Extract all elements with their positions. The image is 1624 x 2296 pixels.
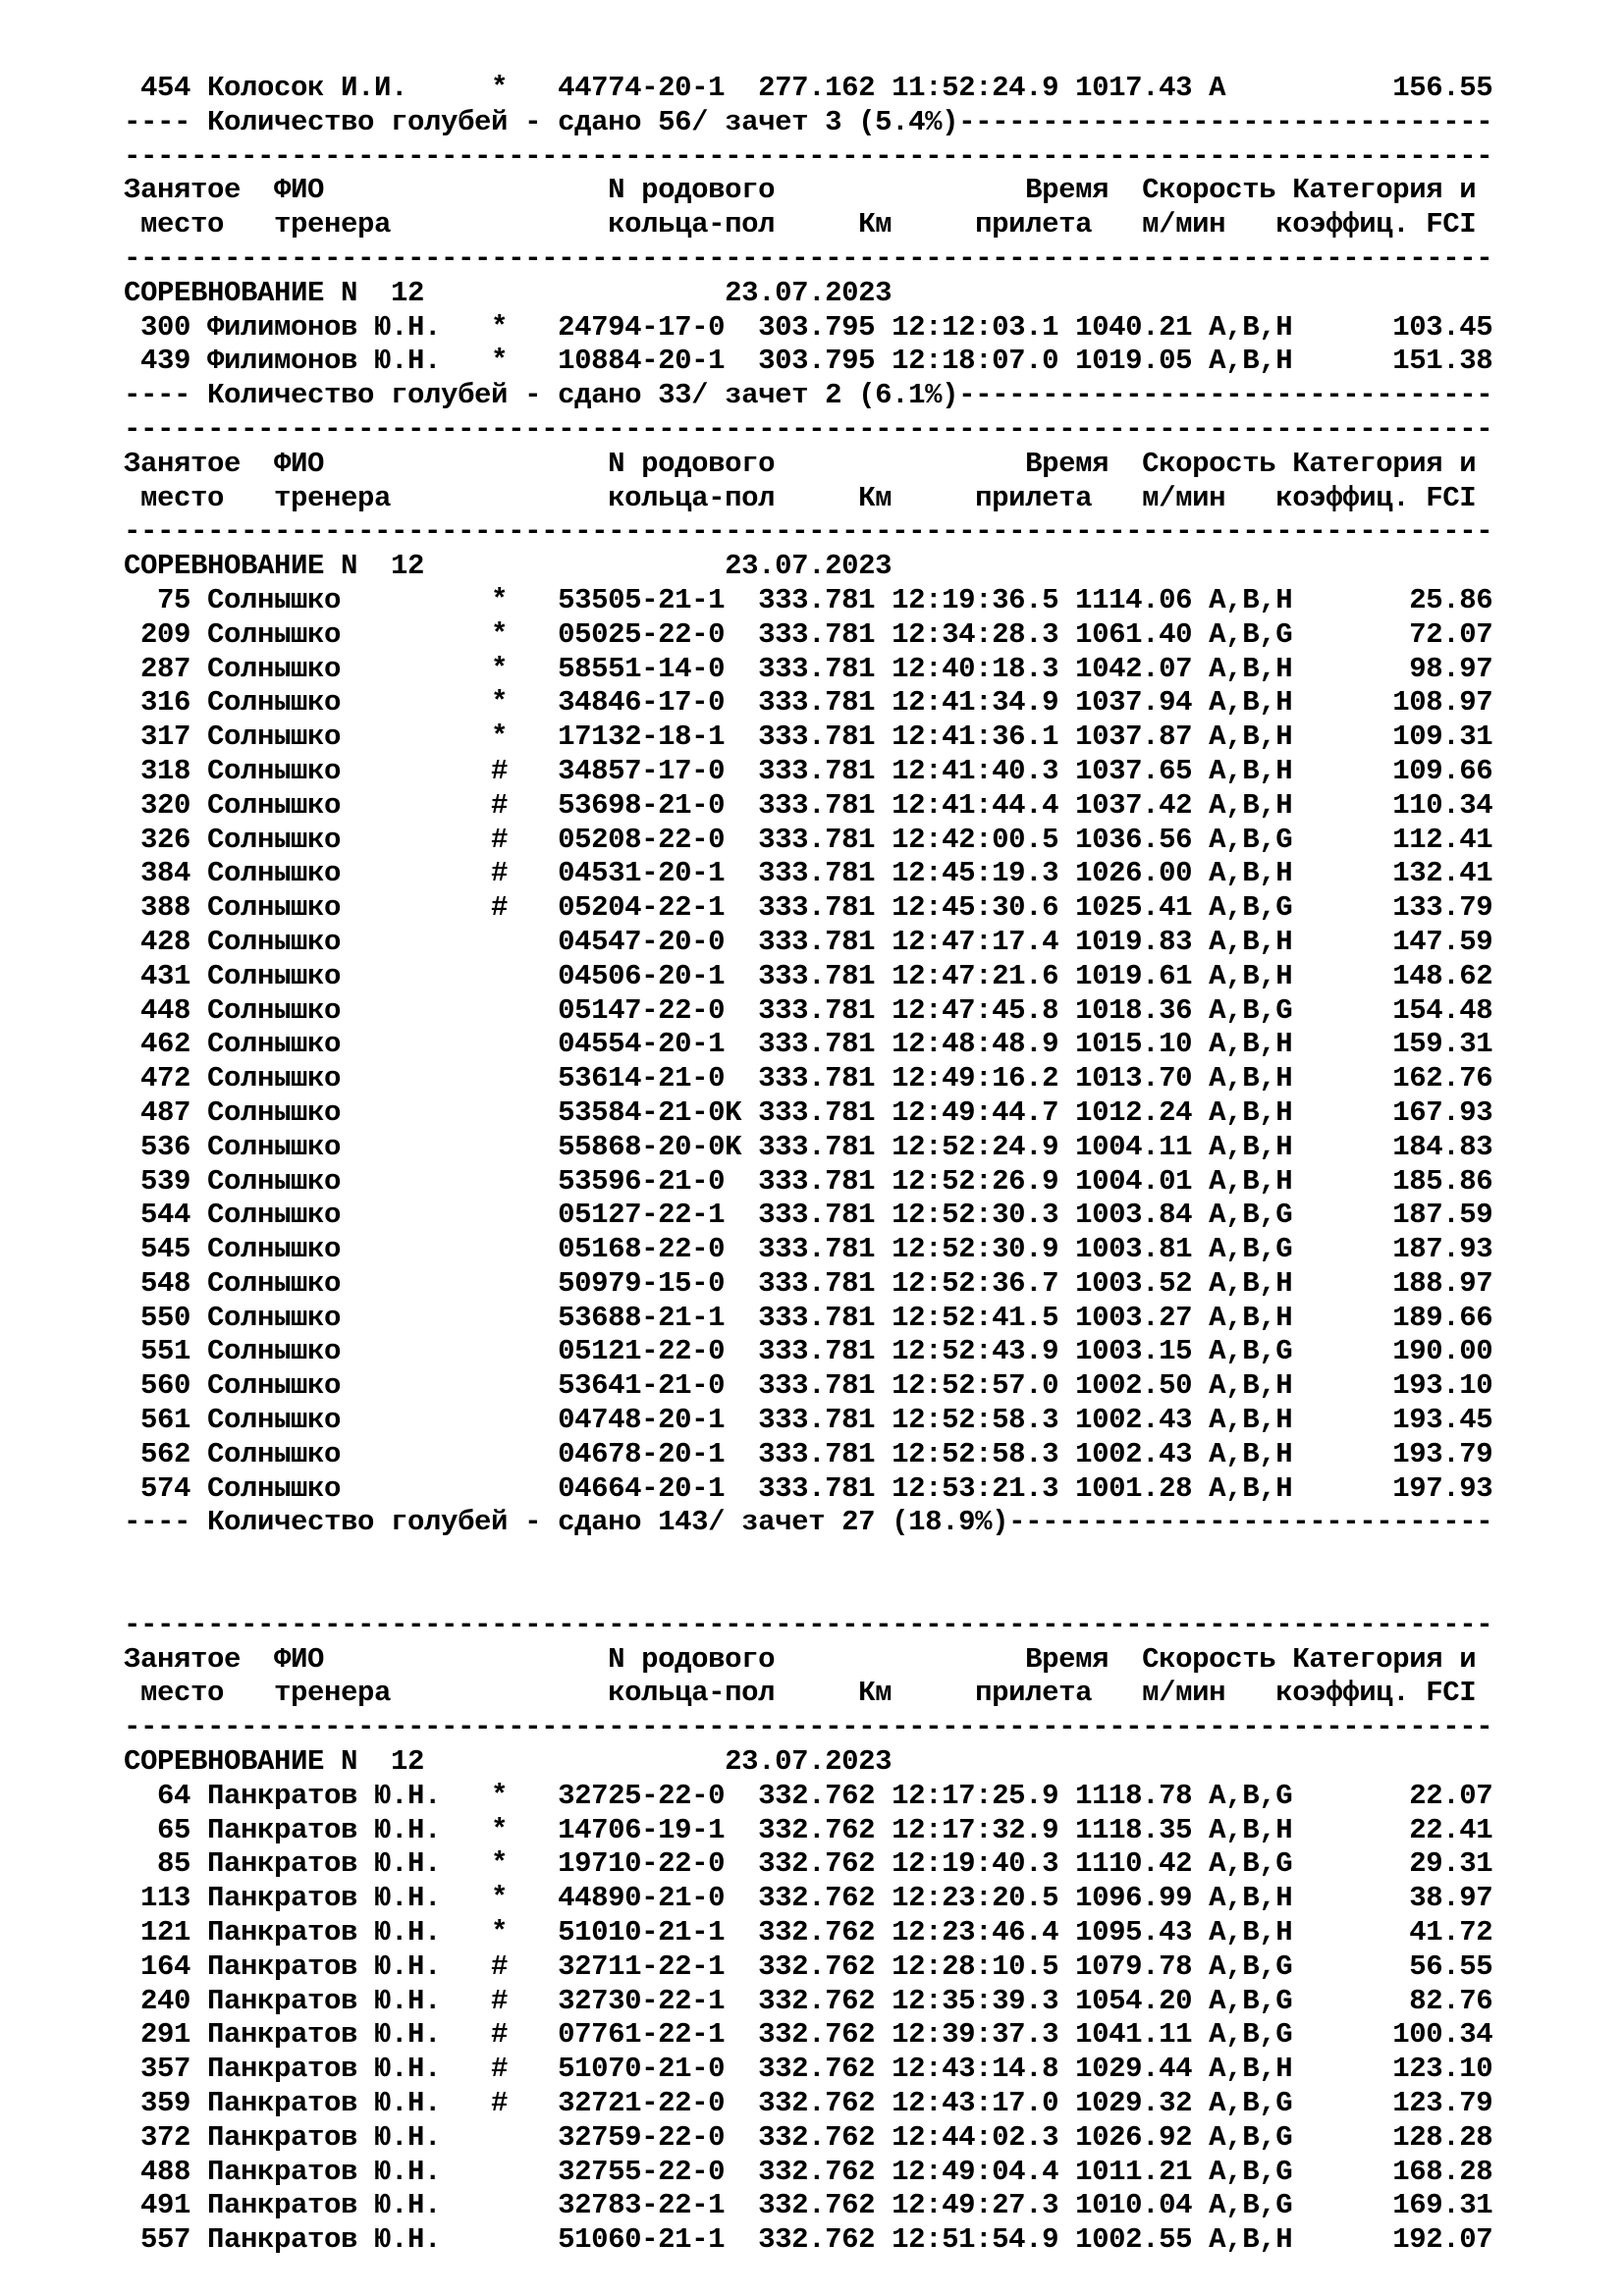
result-row: 113 Панкратов Ю.Н. * 44890-21-0 332.762 12:23:20.5 1096.99 A,B,H 38.97 <box>124 1882 1493 1915</box>
result-row: 359 Панкратов Ю.Н. # 32721-22-0 332.762 12:43:17.0 1029.32 A,B,G 123.79 <box>124 2087 1493 2120</box>
result-row: 557 Панкратов Ю.Н. 51060-21-1 332.762 12:51:54.9 1002.55 A,B,H 192.07 <box>124 2223 1493 2257</box>
result-row: 300 Филимонов Ю.Н. * 24794-17-0 303.795 12:12:03.1 1040.21 A,B,H 103.45 <box>124 310 1493 344</box>
result-row: 488 Панкратов Ю.Н. 32755-22-0 332.762 12:49:04.4 1011.21 A,B,G 168.28 <box>124 2155 1493 2188</box>
column-header-top: Занятое ФИО N родового Время Скорость Категория и <box>124 1642 1477 1676</box>
result-row: 539 Солнышко 53596-21-0 333.781 12:52:26.9 1004.01 A,B,H 185.86 <box>124 1164 1493 1198</box>
result-row: 550 Солнышко 53688-21-1 333.781 12:52:41.5 1003.27 A,B,H 189.66 <box>124 1301 1493 1334</box>
section-summary: ---- Количество голубей - сдано 143/ зачет 27 (18.9%)----------------------------- <box>124 1506 1493 1539</box>
competition-title: СОРЕВНОВАНИЕ N 12 23.07.2023 <box>124 550 893 583</box>
result-row: 65 Панкратов Ю.Н. * 14706-19-1 332.762 12:17:32.9 1118.35 A,B,H 22.41 <box>124 1813 1493 1846</box>
result-row: 454 Колосок И.И. * 44774-20-1 277.162 11:52:24.9 1017.43 A 156.55 <box>124 72 1493 104</box>
result-row: 75 Солнышко * 53505-21-1 333.781 12:19:36.5 1114.06 A,B,H 25.86 <box>124 583 1493 616</box>
section-summary: ---- Количество голубей - сдано 33/ зачет 2 (6.1%)-------------------------------- <box>124 379 1493 412</box>
result-row: 317 Солнышко * 17132-18-1 333.781 12:41:36.1 1037.87 A,B,H 109.31 <box>124 721 1493 754</box>
column-header-top: Занятое ФИО N родового Время Скорость Категория и <box>124 447 1477 480</box>
result-row: 560 Солнышко 53641-21-0 333.781 12:52:57.0 1002.50 A,B,H 193.10 <box>124 1369 1493 1403</box>
result-row: 384 Солнышко # 04531-20-1 333.781 12:45:19.3 1026.00 A,B,H 132.41 <box>124 857 1493 890</box>
result-row: 320 Солнышко # 53698-21-0 333.781 12:41:44.4 1037.42 A,B,H 110.34 <box>124 788 1493 822</box>
result-row: 291 Панкратов Ю.Н. # 07761-22-1 332.762 12:39:37.3 1041.11 A,B,G 100.34 <box>124 2018 1493 2052</box>
results-printout <box>124 72 1492 2258</box>
rule-line: ---------------------------------------------------------------------------------- <box>124 412 1493 446</box>
result-row: 536 Солнышко 55868-20-0K 333.781 12:52:24.9 1004.11 A,B,H 184.83 <box>124 1130 1493 1163</box>
rule-line: ---------------------------------------------------------------------------------- <box>124 1608 1493 1641</box>
competition-title: СОРЕВНОВАНИЕ N 12 23.07.2023 <box>124 1745 893 1779</box>
result-row: 372 Панкратов Ю.Н. 32759-22-0 332.762 12:44:02.3 1026.92 A,B,G 128.28 <box>124 2120 1493 2154</box>
column-header-bottom: место тренера кольца-пол Км прилета м/мин коэффиц. FCI <box>124 481 1477 514</box>
column-header-bottom: место тренера кольца-пол Км прилета м/мин коэффиц. FCI <box>124 208 1477 241</box>
rule-line: ---------------------------------------------------------------------------------- <box>124 241 1493 275</box>
result-row: 428 Солнышко 04547-20-0 333.781 12:47:17.4 1019.83 A,B,H 147.59 <box>124 925 1493 958</box>
result-row: 357 Панкратов Ю.Н. # 51070-21-0 332.762 12:43:14.8 1029.44 A,B,H 123.10 <box>124 2053 1493 2086</box>
rule-line: ---------------------------------------------------------------------------------- <box>124 515 1493 549</box>
section-summary: ---- Количество голубей - сдано 56/ зачет 3 (5.4%)-------------------------------- <box>124 105 1493 138</box>
rule-line: ---------------------------------------------------------------------------------- <box>124 1711 1493 1744</box>
blank-line <box>124 1540 1492 1575</box>
result-row: 472 Солнышко 53614-21-0 333.781 12:49:16.2 1013.70 A,B,H 162.76 <box>124 1062 1493 1095</box>
result-row: 448 Солнышко 05147-22-0 333.781 12:47:45.8 1018.36 A,B,G 154.48 <box>124 993 1493 1027</box>
result-row: 545 Солнышко 05168-22-0 333.781 12:52:30.9 1003.81 A,B,G 187.93 <box>124 1233 1493 1266</box>
result-row: 85 Панкратов Ю.Н. * 19710-22-0 332.762 12:19:40.3 1110.42 A,B,G 29.31 <box>124 1847 1493 1881</box>
result-row: 574 Солнышко 04664-20-1 333.781 12:53:21.3 1001.28 A,B,H 197.93 <box>124 1471 1493 1505</box>
result-row: 462 Солнышко 04554-20-1 333.781 12:48:48.9 1015.10 A,B,H 159.31 <box>124 1028 1493 1061</box>
result-row: 388 Солнышко # 05204-22-1 333.781 12:45:30.6 1025.41 A,B,G 133.79 <box>124 891 1493 925</box>
result-row: 164 Панкратов Ю.Н. # 32711-22-1 332.762 12:28:10.5 1079.78 A,B,G 56.55 <box>124 1949 1493 1983</box>
result-row: 487 Солнышко 53584-21-0K 333.781 12:49:44.7 1012.24 A,B,H 167.93 <box>124 1095 1493 1129</box>
column-header-top: Занятое ФИО N родового Время Скорость Категория и <box>124 174 1477 207</box>
result-row: 431 Солнышко 04506-20-1 333.781 12:47:21.6 1019.61 A,B,H 148.62 <box>124 959 1493 992</box>
result-row: 316 Солнышко * 34846-17-0 333.781 12:41:34.9 1037.94 A,B,H 108.97 <box>124 686 1493 720</box>
result-row: 64 Панкратов Ю.Н. * 32725-22-0 332.762 12:17:25.9 1118.78 A,B,G 22.07 <box>124 1779 1493 1812</box>
result-row: 121 Панкратов Ю.Н. * 51010-21-1 332.762 12:23:46.4 1095.43 A,B,H 41.72 <box>124 1916 1493 1949</box>
rule-line: ---------------------------------------------------------------------------------- <box>124 139 1493 173</box>
result-row: 551 Солнышко 05121-22-0 333.781 12:52:43.9 1003.15 A,B,G 190.00 <box>124 1335 1493 1368</box>
result-row: 561 Солнышко 04748-20-1 333.781 12:52:58.3 1002.43 A,B,H 193.45 <box>124 1404 1493 1437</box>
result-row: 209 Солнышко * 05025-22-0 333.781 12:34:28.3 1061.40 A,B,G 72.07 <box>124 617 1493 651</box>
result-row: 439 Филимонов Ю.Н. * 10884-20-1 303.795 12:18:07.0 1019.05 A,B,H 151.38 <box>124 345 1493 378</box>
competition-title: СОРЕВНОВАНИЕ N 12 23.07.2023 <box>124 276 893 309</box>
result-row: 287 Солнышко * 58551-14-0 333.781 12:40:18.3 1042.07 A,B,H 98.97 <box>124 652 1493 685</box>
result-row: 240 Панкратов Ю.Н. # 32730-22-1 332.762 12:35:39.3 1054.20 A,B,G 82.76 <box>124 1984 1493 2017</box>
result-row: 491 Панкратов Ю.Н. 32783-22-1 332.762 12:49:27.3 1010.04 A,B,G 169.31 <box>124 2189 1493 2222</box>
blank-line <box>124 1575 1492 1609</box>
result-row: 318 Солнышко # 34857-17-0 333.781 12:41:40.3 1037.65 A,B,H 109.66 <box>124 754 1493 787</box>
result-row: 562 Солнышко 04678-20-1 333.781 12:52:58.3 1002.43 A,B,H 193.79 <box>124 1437 1493 1470</box>
result-row: 548 Солнышко 50979-15-0 333.781 12:52:36.7 1003.52 A,B,H 188.97 <box>124 1266 1493 1300</box>
result-row: 326 Солнышко # 05208-22-0 333.781 12:42:00.5 1036.56 A,B,G 112.41 <box>124 823 1493 856</box>
result-row: 544 Солнышко 05127-22-1 333.781 12:52:30.3 1003.84 A,B,G 187.59 <box>124 1199 1493 1232</box>
column-header-bottom: место тренера кольца-пол Км прилета м/мин коэффиц. FCI <box>124 1677 1477 1710</box>
